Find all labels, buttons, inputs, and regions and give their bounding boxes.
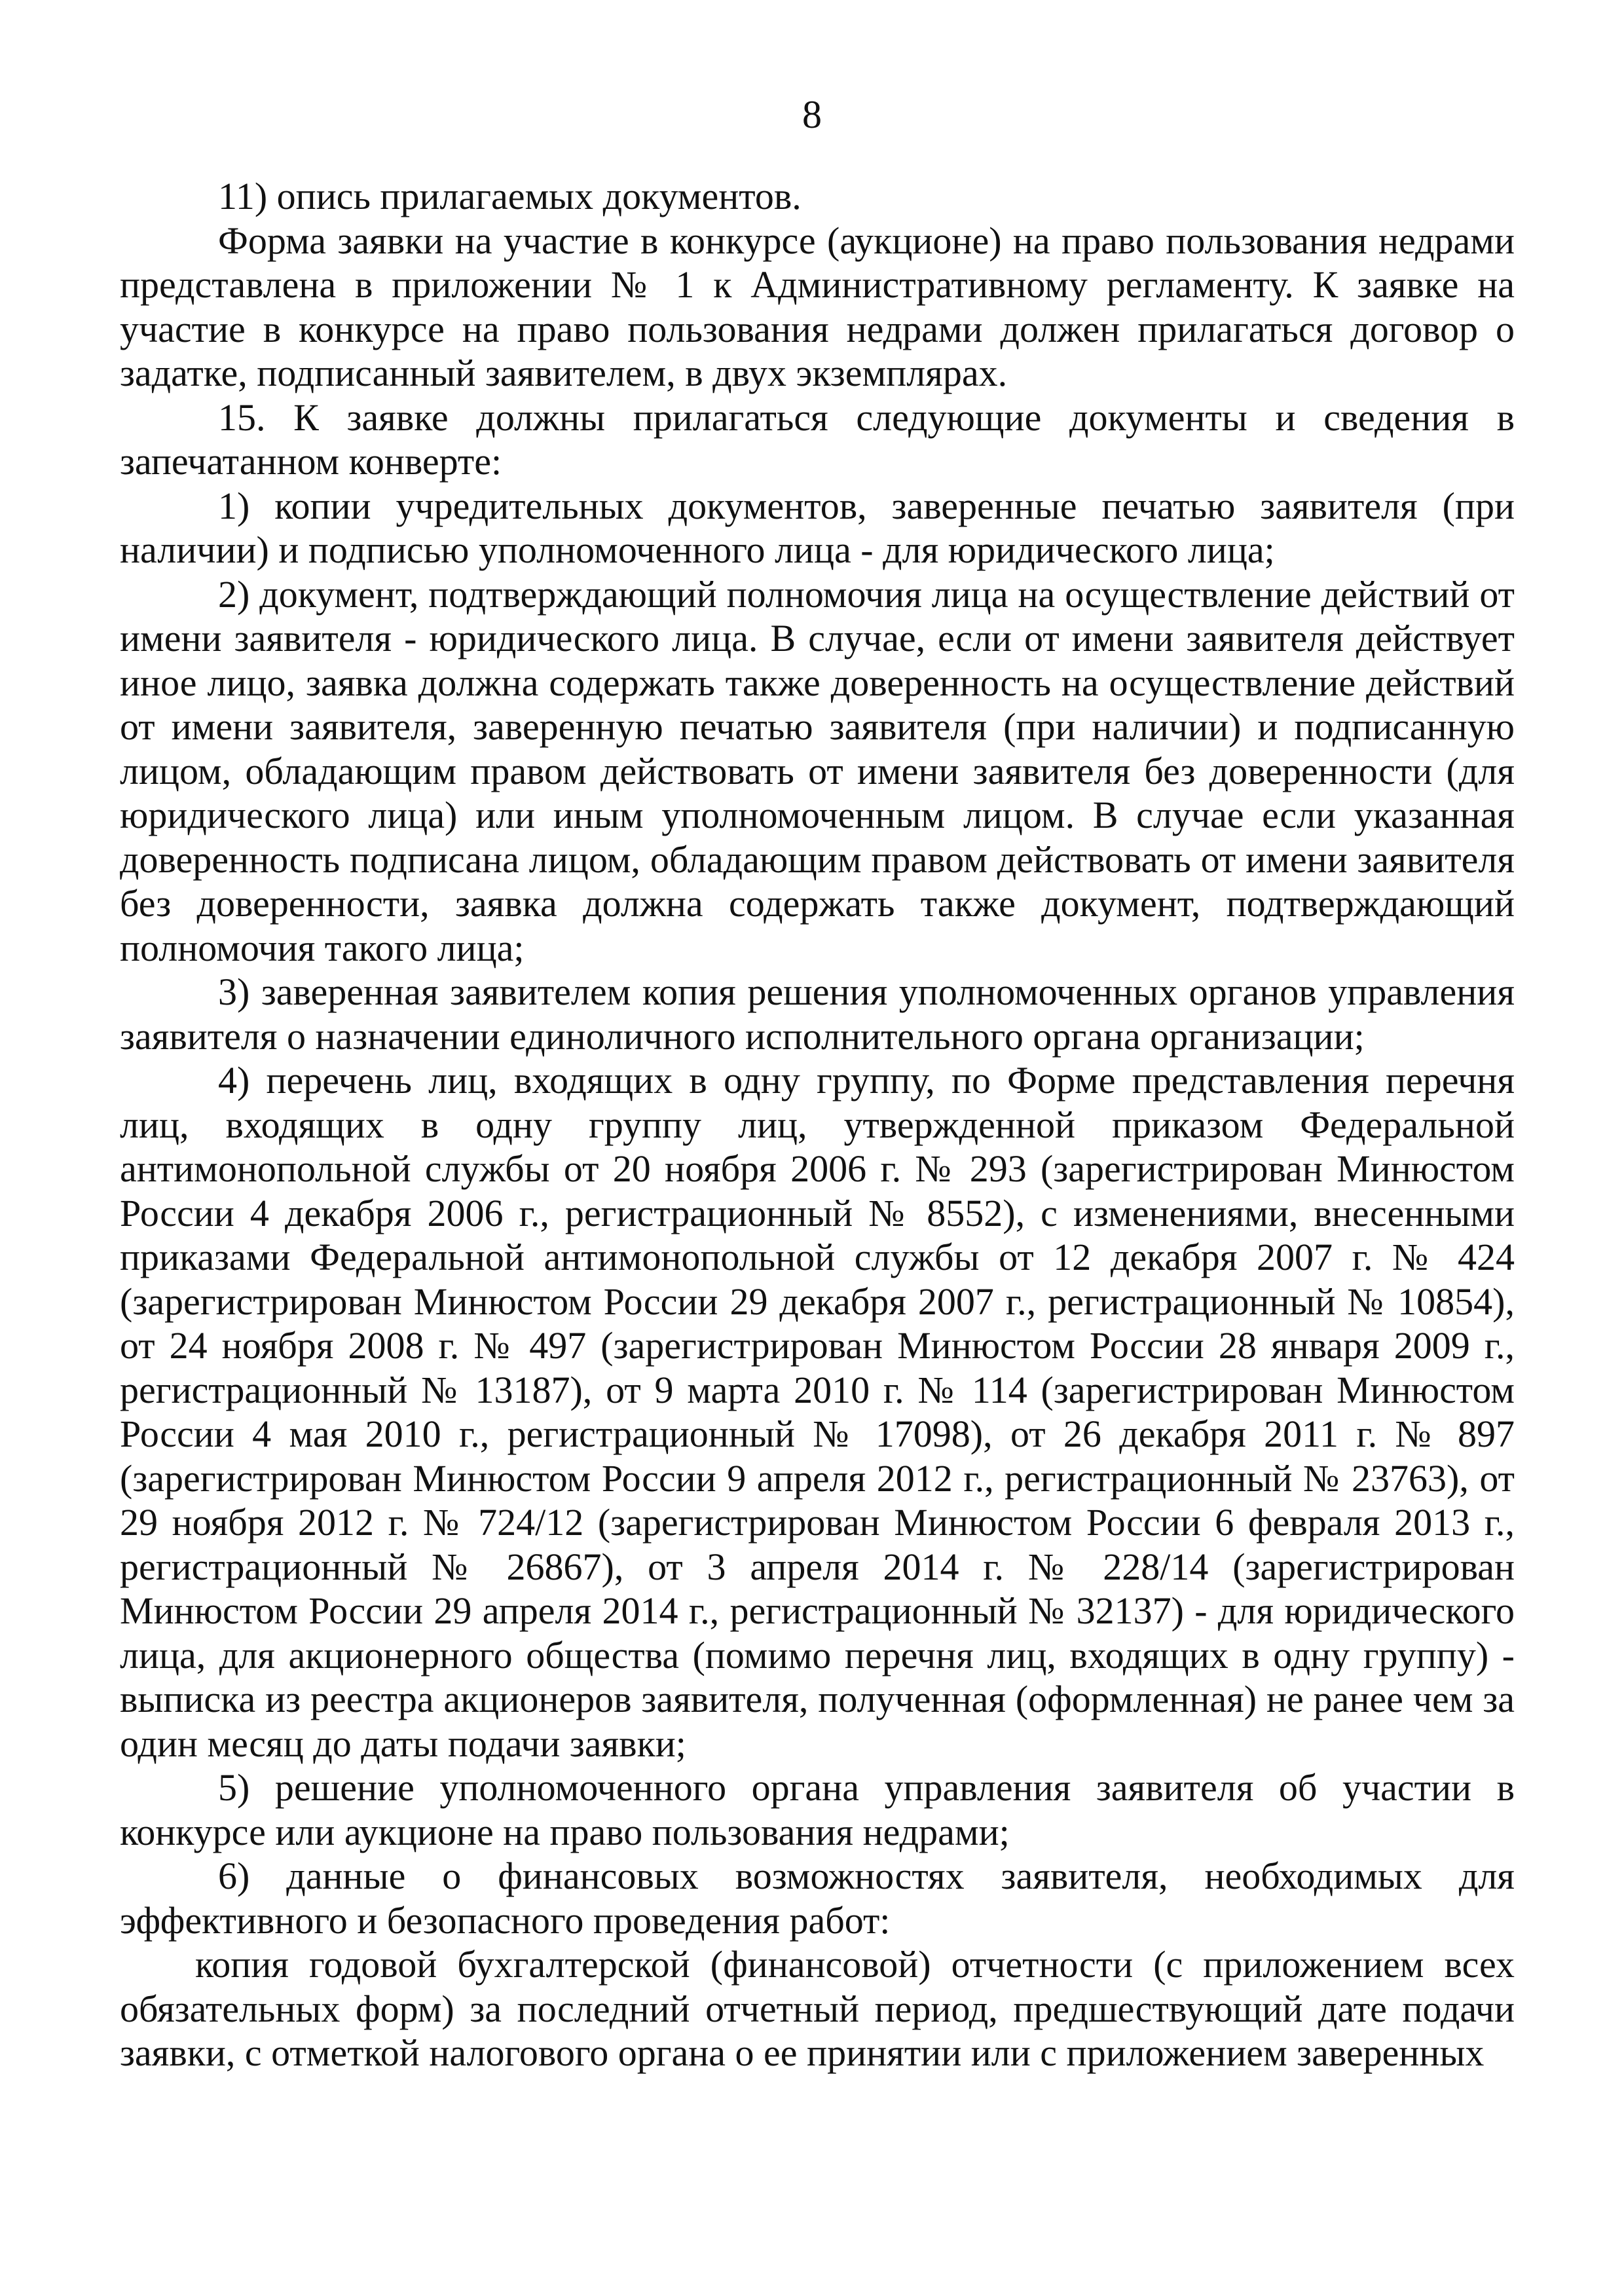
document-body — [120, 174, 1515, 2075]
page-number: 8 — [802, 93, 822, 136]
paragraph-item-11: 11) опись прилагаемых документов. — [218, 175, 802, 217]
paragraph-application-form: Форма заявки на участие в конкурсе (аукционе) на право пользования недрами представлена в приложении № 1 к Административному регламенту. К заявке на участие в конкурсе на право пользования недрами должен прилагаться договор о задатке, подписанный заявителем, в двух экземплярах. — [120, 219, 1515, 394]
paragraph-sub-3: 3) заверенная заявителем копия решения уполномоченных органов управления заявителя о назначении единоличного исполнительного органа организации; — [120, 971, 1515, 1058]
paragraph-15: 15. К заявке должны прилагаться следующие документы и сведения в запечатанном конверте: — [120, 396, 1515, 483]
paragraph-sub-6: 6) данные о финансовых возможностях заявителя, необходимых для эффективного и безопасного проведения работ: — [120, 1855, 1515, 1942]
paragraph-sub-5: 5) решение уполномоченного органа управления заявителя об участии в конкурсе или аукционе на право пользования недрами; — [120, 1766, 1515, 1853]
paragraph-sub-2: 2) документ, подтверждающий полномочия лица на осуществление действий от имени заявителя - юридического лица. В случае, если от имени заявителя действует иное лицо, заявка должна содержать также доверенность на осуществление действий от имени заявителя, заверенную печатью заявителя (при наличии) и подписанную лицом, обладающим правом действовать от имени заявителя без доверенности (для юридического лица) или иным уполномоченным лицом. В случае если указанная доверенность подписана лицом, обладающим правом действовать от имени заявителя без доверенности, заявка должна содержать также документ, подтверждающий полномочия такого лица; — [120, 572, 1515, 969]
paragraph-sub-1: 1) копии учредительных документов, заверенные печатью заявителя (при наличии) и подписью уполномоченного лица - для юридического лица; — [120, 484, 1515, 571]
paragraph-sub-4: 4) перечень лиц, входящих в одну группу, по Форме представления перечня лиц, входящих в одну группу лиц, утвержденной приказом Федеральной антимонопольной службы от 20 ноября 2006 г. № 293 (зарегистрирован Минюстом России 4 декабря 2006 г., регистрационный № 8552), с изменениями, внесенными приказами Федеральной антимонопольной службы от 12 декабря 2007 г. № 424 (зарегистрирован Минюстом России 29 декабря 2007 г., регистрационный № 10854), от 24 ноября 2008 г. № 497 (зарегистрирован Минюстом России 28 января 2009 г., регистрационный № 13187), от 9 марта 2010 г. № 114 (зарегистрирован Минюстом России 4 мая 2010 г., регистрационный № 17098), от 26 декабря 2011 г. № 897 (зарегистрирован Минюстом России 9 апреля 2012 г., регистрационный № 23763), от 29 ноября 2012 г. № 724/12 (зарегистрирован Минюстом России 6 февраля 2013 г., регистрационный № 26867), от 3 апреля 2014 г. № 228/14 (зарегистрирован Минюстом России 29 апреля 2014 г., регистрационный № 32137) - для юридического лица, для акционерного общества (помимо перечня лиц, входящих в одну группу) - выписка из реестра акционеров заявителя, полученная (оформленная) не ранее чем за один месяц до даты подачи заявки; — [120, 1059, 1515, 1765]
paragraph-financial-statements: копия годовой бухгалтерской (финансовой) отчетности (с приложением всех обязательных форм) за последний отчетный период, предшествующий дате подачи заявки, с отметкой налогового органа о ее принятии или с приложением заверенных — [120, 1943, 1515, 2074]
